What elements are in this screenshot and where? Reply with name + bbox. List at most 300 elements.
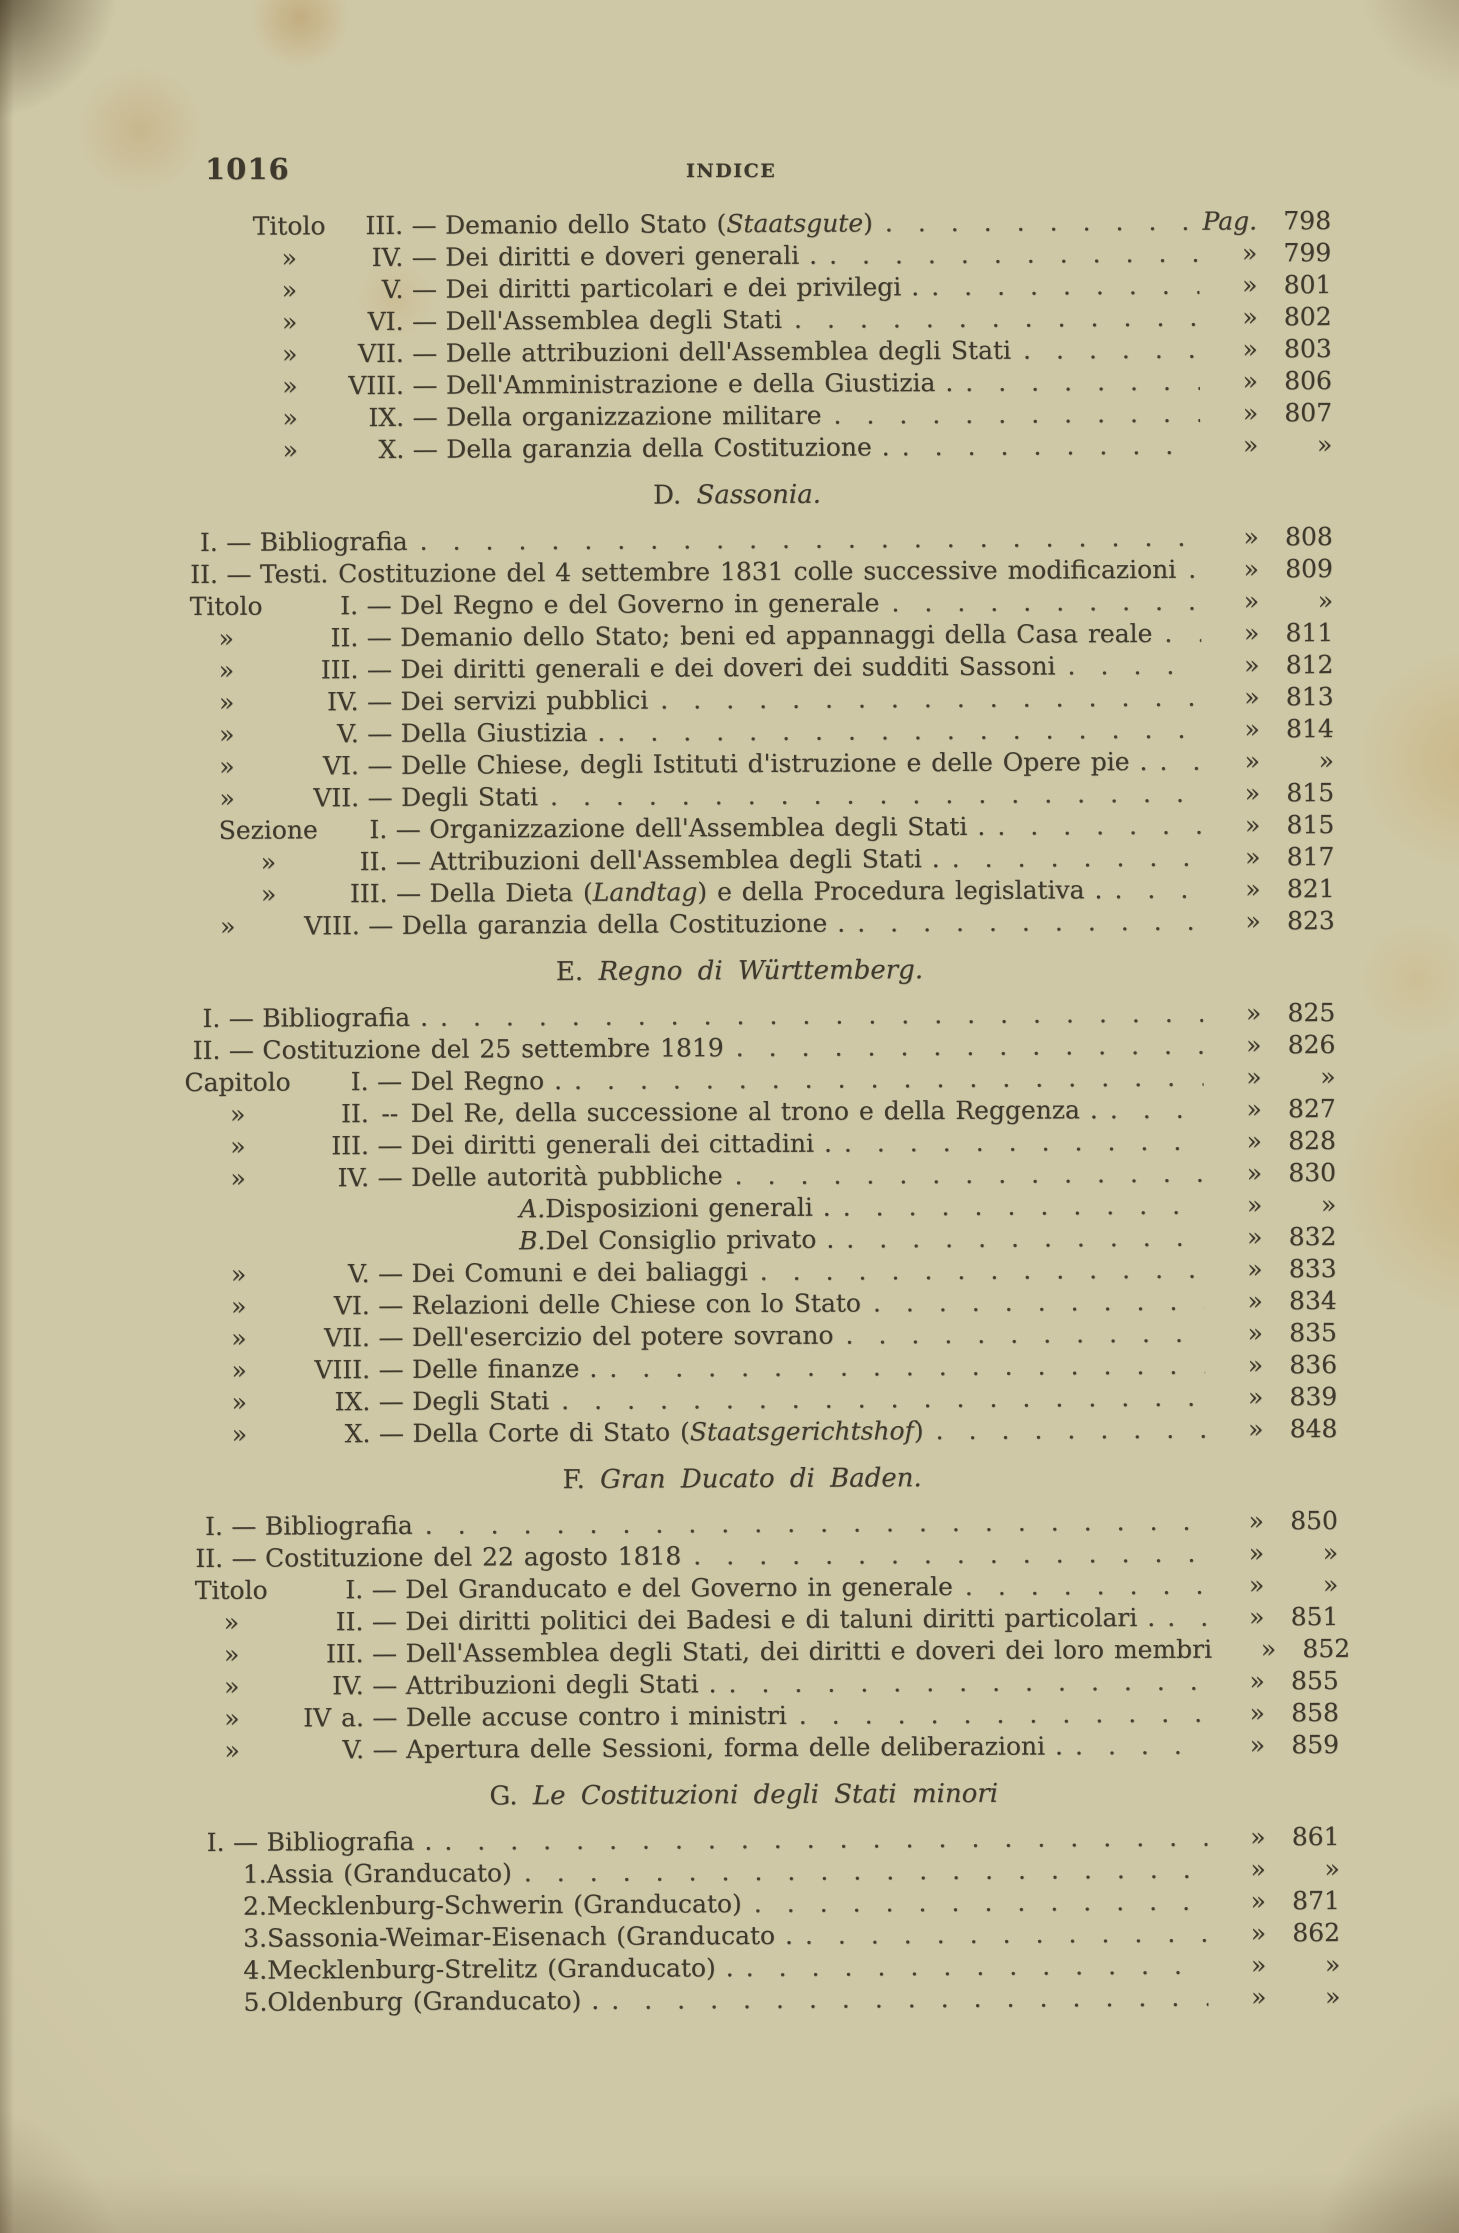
entry-title: Della garanzia della Costituzione . <box>446 432 890 464</box>
entry-separator: — <box>411 274 437 304</box>
entry-label: » <box>231 1419 248 1449</box>
toc-entry-row <box>1 429 1332 468</box>
leader-dots <box>1152 618 1201 650</box>
entry-numeral: IX. <box>334 1387 371 1417</box>
entry-numeral: 4. <box>243 1955 268 1985</box>
entry-title: Bibliografia <box>264 1510 413 1541</box>
entry-page-number: 861 <box>1291 1822 1340 1852</box>
entry-separator: — <box>368 910 394 941</box>
entry-label: » <box>218 687 235 717</box>
entry-page-number: 859 <box>1291 1730 1340 1760</box>
entry-page-number: » <box>1324 1854 1340 1884</box>
page-ref-symbol: » <box>1250 1982 1267 2012</box>
leader-dots <box>919 270 1199 303</box>
leader-dots <box>832 1126 1204 1160</box>
page-ref-symbol: » <box>1243 554 1259 584</box>
leader-dots <box>723 1158 1205 1193</box>
entry-numeral: I. <box>204 1511 223 1541</box>
toc-section <box>8 1776 1340 2020</box>
entry-separator: — <box>367 718 393 749</box>
leader-dots <box>748 1254 1205 1288</box>
page-ref-symbol: » <box>1242 366 1258 396</box>
entry-title: Demanio dello Stato; beni ed appannaggi della Casa reale <box>400 618 1153 652</box>
leader-dots <box>985 810 1202 843</box>
entry-title: Degli Stati <box>412 1386 550 1416</box>
page-ref-symbol: » <box>1249 1666 1265 1696</box>
entry-title: Demanio dello Stato (Staatsgute) <box>444 208 873 240</box>
entry-page-number: 848 <box>1289 1414 1338 1444</box>
leader-dots <box>1055 650 1201 683</box>
page-ref-symbol: » <box>1244 746 1260 776</box>
entry-label: » <box>281 243 297 273</box>
entry-page-number: 817 <box>1286 842 1335 872</box>
entry-page-number: 814 <box>1285 714 1334 744</box>
entry-title: Apertura delle Sessioni, forma delle deliberazioni . <box>405 1731 1064 1764</box>
entry-numeral: I. <box>199 527 218 557</box>
leader-dots <box>648 682 1201 717</box>
entry-label: » <box>219 719 235 749</box>
entry-page-number: » <box>1317 586 1334 616</box>
entry-page-number: » <box>1324 1982 1341 2012</box>
leader-dots <box>1102 874 1202 907</box>
leader-dots <box>1063 1730 1207 1763</box>
entry-label: » <box>218 655 235 685</box>
entry-label: » <box>231 1323 247 1353</box>
entry-title: Costituzione del 22 agosto 1818 <box>264 1541 682 1573</box>
entry-separator: — <box>412 306 438 336</box>
entry-numeral: VI. <box>367 306 404 337</box>
entry-separator: — <box>372 1702 398 1733</box>
leader-dots <box>834 1222 1204 1256</box>
leader-dots <box>1147 746 1202 778</box>
page-ref-symbol: » <box>1246 1062 1262 1092</box>
entry-separator: — <box>376 1066 403 1097</box>
entry-separator: — <box>395 846 421 876</box>
entry-page-number: 811 <box>1285 618 1334 648</box>
entry-separator: -- <box>381 1098 399 1129</box>
entry-page-number: 812 <box>1285 650 1334 680</box>
page-ref-symbol: » <box>1242 270 1258 300</box>
page-ref-symbol: » <box>1241 238 1258 268</box>
entry-page-number: 851 <box>1290 1602 1339 1632</box>
page-ref-symbol: » <box>1243 586 1260 616</box>
entry-separator: — <box>231 1511 257 1541</box>
leader-dots <box>597 1350 1205 1385</box>
entry-separator: — <box>226 527 252 557</box>
page-ref-symbol: » <box>1246 1094 1262 1124</box>
entry-title: Mecklenburg-Strelitz (Granducato) . <box>267 1953 734 1985</box>
toc-section <box>1 476 1334 944</box>
toc-section <box>4 952 1338 1452</box>
entry-label: » <box>282 339 298 369</box>
leader-dots <box>861 1286 1205 1320</box>
page-ref-symbol: » <box>1247 1318 1263 1348</box>
entry-separator: — <box>366 654 392 685</box>
page-ref-symbol: » <box>1244 714 1260 744</box>
page-ref-symbol: » <box>1246 1126 1262 1156</box>
entry-title: Del Regno e del Governo in generale <box>399 588 880 620</box>
page-ref-symbol: » <box>1248 1538 1265 1568</box>
entry-numeral: II. <box>192 1035 221 1066</box>
entry-separator: — <box>367 750 393 781</box>
entry-title: Dei diritti generali dei cittadini . <box>410 1128 832 1160</box>
entry-separator: — <box>366 622 392 653</box>
entry-page-number: 802 <box>1283 302 1332 332</box>
entry-page-number: » <box>1322 1538 1339 1568</box>
page-ref-symbol: » <box>1247 1286 1263 1316</box>
leader-dots <box>953 366 1200 399</box>
page-ref-symbol: » <box>1245 842 1261 872</box>
entry-label: Titolo <box>194 1575 268 1605</box>
table-of-contents <box>0 204 1459 2020</box>
entry-numeral: V. <box>347 1259 370 1289</box>
entry-page-number: 858 <box>1291 1698 1339 1728</box>
section-heading <box>141 476 1332 514</box>
page-ref-symbol: » <box>1244 682 1260 712</box>
entry-label: » <box>230 1163 246 1193</box>
entry-title: Dell'Assemblea degli Stati, dei diritti e doveri dei loro membri <box>405 1634 1213 1668</box>
leader-dots <box>432 1822 1207 1858</box>
entry-separator: — <box>366 590 392 621</box>
entry-title: Bibliografia <box>259 526 408 557</box>
entry-label: » <box>219 783 235 813</box>
entry-label: » <box>231 1355 247 1385</box>
page-ref-symbol: » <box>1245 874 1261 904</box>
page-ref-symbol: » <box>1248 1414 1264 1444</box>
entry-separator: — <box>412 370 438 400</box>
entry-title: Relazioni delle Chiese con lo Stato <box>411 1288 861 1320</box>
entry-label: » <box>230 1131 246 1161</box>
page-ref-symbol: » <box>1260 1634 1277 1664</box>
entry-numeral: II. <box>335 1607 364 1637</box>
entry-separator: — <box>412 338 438 368</box>
entry-title: Della garanzia della Costituzione . <box>401 908 846 940</box>
entry-title: Delle finanze . <box>411 1353 598 1384</box>
entry-numeral: II. <box>190 559 218 590</box>
entry-separator: — <box>372 1670 398 1701</box>
page-ref-symbol: » <box>1248 1506 1264 1536</box>
entry-separator: — <box>371 1606 397 1637</box>
toc-entry-row <box>9 1981 1340 2020</box>
leader-dots <box>793 1918 1208 1952</box>
entry-title: Mecklenburg-Schwerin (Granducato) <box>266 1889 742 1921</box>
entry-title: Dei servizi pubblici <box>400 685 649 716</box>
entry-page-number: » <box>1318 746 1334 776</box>
entry-separator: — <box>378 1290 404 1321</box>
entry-numeral: V. <box>342 1735 365 1765</box>
leader-dots <box>512 1854 1208 1890</box>
entry-title: Dell'Assemblea degli Stati <box>445 304 783 336</box>
entry-label: » <box>223 1671 240 1701</box>
entry-page-number: 808 <box>1284 522 1333 552</box>
entry-title: Bibliografia . <box>266 1826 433 1857</box>
entry-label: » <box>219 751 235 781</box>
leader-dots <box>1155 1602 1206 1634</box>
leader-dots <box>599 1982 1208 2017</box>
entry-label: » <box>223 1607 240 1637</box>
entry-numeral: A. <box>519 1194 546 1224</box>
entry-numeral: VI. <box>333 1291 370 1321</box>
page-ref-symbol: » <box>1249 1602 1265 1632</box>
toc-section <box>0 205 1332 468</box>
entry-page-number: 803 <box>1283 334 1332 364</box>
page-ref-symbol: » <box>1244 650 1260 680</box>
page-ref-symbol: » <box>1250 1950 1267 1980</box>
leader-dots <box>413 1506 1206 1542</box>
leader-dots <box>742 1886 1208 1920</box>
page-ref-symbol: » <box>1250 1918 1267 1948</box>
entry-separator: — <box>378 1418 404 1449</box>
entry-label: » <box>282 371 298 401</box>
leader-dots <box>873 206 1199 240</box>
leader-dots <box>538 778 1202 813</box>
entry-separator: — <box>411 210 437 240</box>
page-ref-symbol: » <box>1249 1730 1266 1760</box>
entry-page-number: 850 <box>1290 1506 1338 1536</box>
entry-separator: — <box>371 1638 398 1669</box>
page-ref-symbol: » <box>1247 1350 1264 1380</box>
leader-dots <box>428 998 1203 1034</box>
entry-separator: — <box>366 686 393 717</box>
entry-title: Del Consiglio privato . <box>545 1224 835 1256</box>
leader-dots <box>681 1538 1206 1573</box>
entry-title: Delle attribuzioni dell'Assemblea degli Stati <box>445 335 1012 368</box>
entry-numeral: II. <box>340 1099 369 1129</box>
entry-title: Delle accuse contro i ministri <box>405 1700 787 1732</box>
entry-numeral: I. <box>369 814 388 845</box>
entry-numeral: VIII. <box>314 1355 371 1385</box>
toc-entry-row <box>6 1413 1337 1452</box>
entry-page-number: 828 <box>1288 1126 1336 1156</box>
entry-label: » <box>282 435 298 465</box>
page-ref-symbol: » <box>1245 998 1262 1028</box>
entry-title: Dei diritti politici dei Badesi e di taluni diritti particolari . <box>405 1602 1156 1636</box>
page-ref-symbol: » <box>1246 1030 1262 1060</box>
entry-title: Della Corte di Stato (Staatsgerichtshof) <box>412 1416 924 1448</box>
section-title: Sassonia. <box>696 479 822 511</box>
entry-label: Titolo <box>252 211 326 241</box>
leader-dots <box>817 238 1199 272</box>
section-letter: F. <box>562 1464 585 1496</box>
entry-separator: — <box>377 1162 403 1193</box>
entry-page-number: » <box>1322 1570 1339 1600</box>
entry-page-number: 826 <box>1287 1030 1336 1060</box>
entry-page-number: 815 <box>1286 810 1335 840</box>
entry-page-number: 855 <box>1290 1666 1339 1696</box>
entry-title: Attribuzioni dell'Assemblea degli Stati . <box>429 844 940 876</box>
entry-numeral: IV. <box>337 1163 370 1193</box>
entry-numeral: II. <box>195 1543 224 1573</box>
entry-numeral: III. <box>365 210 404 241</box>
entry-separator: — <box>378 1354 404 1385</box>
page-ref-symbol: » <box>1243 522 1259 552</box>
section-title: Gran Ducato di Baden. <box>600 1463 922 1495</box>
entry-separator: — <box>377 1130 403 1161</box>
entry-separator: — <box>377 1258 404 1289</box>
entry-separator: — <box>228 1035 254 1065</box>
entry-numeral: VI. <box>322 751 359 781</box>
entry-title: Attribuzioni degli Stati . <box>405 1669 717 1700</box>
entry-numeral: IV. <box>332 1671 364 1701</box>
page-ref-symbol: » <box>1246 1158 1263 1188</box>
entry-title: Degli Stati <box>400 782 539 812</box>
entry-page-number: 825 <box>1287 998 1336 1028</box>
section-title: Le Costituzioni degli Stati minori <box>532 1778 999 1812</box>
leader-dots <box>879 586 1201 620</box>
entry-page-number: 852 <box>1302 1633 1351 1664</box>
entry-separator: — <box>226 559 252 589</box>
leader-dots <box>605 714 1202 749</box>
leader-dots <box>821 398 1200 432</box>
entry-page-number: 834 <box>1288 1286 1337 1316</box>
entry-page-number: 836 <box>1289 1350 1338 1380</box>
entry-page-number: 833 <box>1288 1254 1337 1284</box>
entry-separator: — <box>411 242 437 272</box>
entry-separator: — <box>228 1003 254 1033</box>
entry-title: Testi. Costituzione del 4 settembre 1831 colle successive modificazioni <box>259 554 1177 589</box>
entry-numeral: 3. <box>243 1923 268 1953</box>
entry-label: » <box>231 1387 247 1417</box>
page-ref-symbol: » <box>1250 1854 1266 1884</box>
leader-dots <box>724 1030 1204 1065</box>
entry-page-number: 798 <box>1283 206 1332 236</box>
entry-title: Dei diritti particolari e dei privilegi . <box>445 272 920 304</box>
entry-numeral: X. <box>344 1419 371 1449</box>
entry-numeral: I. <box>340 591 359 621</box>
leader-dots <box>782 302 1200 336</box>
entry-label: » <box>229 1099 246 1129</box>
section-letter: G. <box>489 1781 518 1812</box>
entry-title: Assia (Granducato) <box>266 1858 512 1889</box>
entry-label: Capitolo <box>184 1067 291 1098</box>
entry-label: » <box>281 307 298 337</box>
page-ref-symbol: » <box>1248 1570 1265 1600</box>
entry-title: Organizzazione dell'Assemblea degli Stati . <box>429 811 986 844</box>
entry-label: » <box>281 275 298 305</box>
page-ref-symbol: Pag. <box>1202 206 1258 236</box>
section-title: Regno di Württemberg. <box>598 955 924 987</box>
entry-page-number: 809 <box>1285 554 1333 584</box>
entry-page-number: 806 <box>1284 366 1332 396</box>
leader-dots <box>549 1382 1205 1417</box>
leader-dots <box>716 1666 1206 1701</box>
entry-numeral: I. <box>345 1575 364 1605</box>
toc-entry-row <box>8 1729 1339 1768</box>
toc-section <box>7 1460 1351 1768</box>
entry-numeral: VIII. <box>304 911 360 941</box>
entry-page-number: 835 <box>1289 1318 1337 1348</box>
entry-numeral: 1. <box>242 1859 267 1889</box>
entry-numeral: VII. <box>324 1323 370 1353</box>
entry-page-number: 801 <box>1283 270 1332 300</box>
section-heading <box>147 1460 1338 1498</box>
section-letter: E. <box>555 956 584 988</box>
entry-numeral: IV. <box>371 242 404 273</box>
entry-numeral: II. <box>359 846 388 877</box>
entry-page-number: 827 <box>1287 1094 1336 1124</box>
entry-title: Della Dieta (Landtag) e della Procedura legislativa . <box>429 875 1103 908</box>
leader-dots <box>833 1318 1205 1352</box>
entry-numeral: I. <box>202 1003 221 1033</box>
page-ref-symbol: » <box>1242 430 1259 460</box>
leader-dots <box>1011 334 1200 367</box>
entry-numeral: VIII. <box>348 370 404 401</box>
entry-numeral: I. <box>350 1067 369 1097</box>
section-letter: D. <box>652 480 682 511</box>
leader-dots <box>953 1570 1207 1603</box>
entry-separator: — <box>395 878 422 908</box>
entry-page-number: » <box>1320 1062 1336 1092</box>
page-ref-symbol: » <box>1244 778 1261 808</box>
entry-page-number: 799 <box>1283 238 1332 268</box>
page-ref-symbol: » <box>1247 1254 1263 1284</box>
entry-separator: — <box>371 1574 397 1605</box>
entry-title: Della organizzazione militare <box>446 400 822 432</box>
entry-label: » <box>220 911 236 941</box>
leader-dots <box>408 522 1201 558</box>
entry-page-number: 830 <box>1288 1158 1337 1188</box>
entry-title: Della Giustizia . <box>400 717 606 748</box>
entry-numeral: X. <box>378 434 405 465</box>
entry-page-number: 832 <box>1288 1222 1337 1252</box>
leader-dots <box>940 842 1203 875</box>
page-ref-symbol: » <box>1249 1698 1265 1728</box>
entry-title: Dei diritti e doveri generali . <box>445 240 818 272</box>
leader-dots <box>787 1698 1207 1732</box>
entry-numeral: V. <box>381 274 404 305</box>
page-ref-symbol: » <box>1243 618 1260 648</box>
entry-numeral: IX. <box>368 402 405 433</box>
entry-numeral: VII. <box>357 338 404 369</box>
entry-page-number: 862 <box>1292 1918 1341 1948</box>
entry-label: Titolo <box>189 591 263 622</box>
leader-dots <box>1176 554 1201 586</box>
running-title: INDICE <box>686 160 777 182</box>
entry-numeral: 5. <box>243 1987 268 2017</box>
entry-label: » <box>231 1291 247 1321</box>
page-ref-symbol: » <box>1244 810 1261 840</box>
entry-label: » <box>282 403 298 433</box>
entry-numeral: III. <box>320 655 359 685</box>
entry-separator: — <box>378 1386 404 1417</box>
leader-dots <box>562 1062 1204 1097</box>
entry-separator: — <box>412 402 438 432</box>
toc-entry-row <box>4 905 1335 944</box>
entry-numeral: VII. <box>313 783 360 813</box>
leader-dots <box>890 430 1201 464</box>
entry-title: Del Granducato e del Governo in generale <box>405 1572 953 1604</box>
section-heading <box>144 952 1335 990</box>
entry-separator: — <box>232 1827 259 1857</box>
entry-page-number: 815 <box>1286 778 1335 808</box>
entry-numeral: 2. <box>242 1891 267 1921</box>
entry-title: Delle autorità pubbliche <box>410 1161 723 1192</box>
entry-numeral: V. <box>337 719 359 749</box>
page-ref-symbol: » <box>1247 1222 1263 1252</box>
page-ref-symbol: » <box>1246 1190 1263 1220</box>
entry-title: Disposizioni generali . <box>545 1192 831 1224</box>
entry-label: » <box>218 623 234 653</box>
entry-page-number: 807 <box>1284 398 1333 428</box>
entry-label: » <box>223 1639 240 1669</box>
page-ref-symbol: » <box>1247 1382 1264 1412</box>
page-ref-symbol: » <box>1242 334 1258 364</box>
entry-page-number: 813 <box>1285 682 1334 712</box>
leader-dots <box>831 1190 1205 1224</box>
entry-title: Delle Chiese, degli Istituti d'istruzione e delle Opere pie . <box>400 746 1148 780</box>
page-ref-symbol: » <box>1242 302 1258 332</box>
entry-numeral: B. <box>518 1226 546 1256</box>
